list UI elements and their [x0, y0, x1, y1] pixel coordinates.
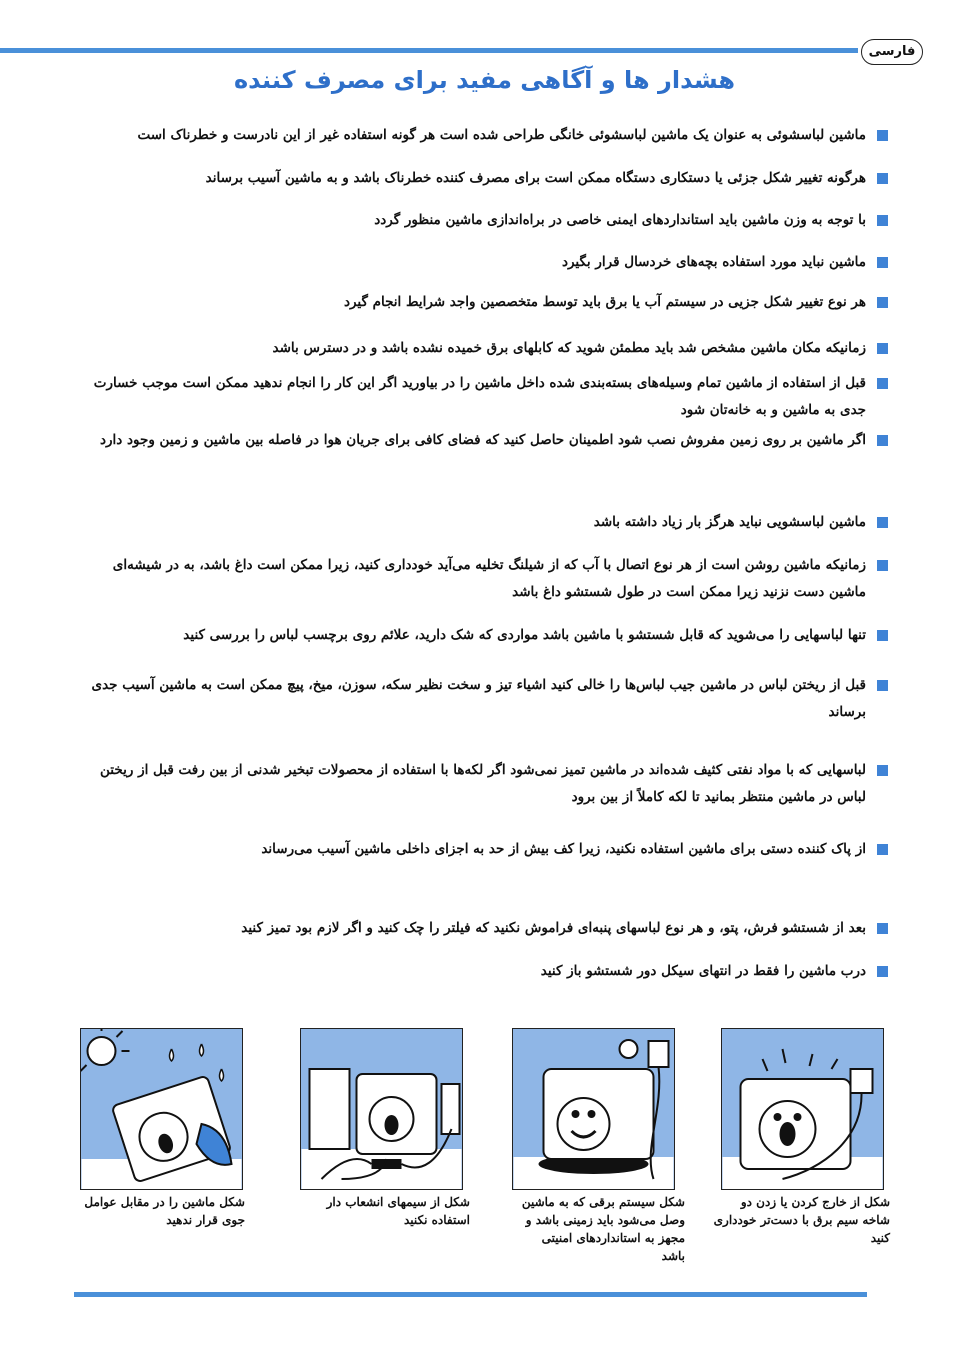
square-bullet-icon: [877, 630, 888, 641]
list-item: قبل از ریختن لباس در ماشین جیب لباس‌ها را خالی کنید اشیاء تیز و سخت نظیر سکه، سوزن، میخ، پیچ ممکن است به ماشین آسیب جدی برساند: [80, 672, 888, 726]
square-bullet-icon: [877, 130, 888, 141]
washing-machine-plug-icon: [722, 1029, 883, 1189]
list-item: زمانیکه ماشین روشن است از هر نوع اتصال با آب که از شیلنگ تخلیه می‌آید خودداری کنید، زیرا ممکن است داغ باشد، به در شیشه‌ای ماشین دست نزنید زیرا ممکن است در طول شستشو داغ باشد: [80, 552, 888, 606]
illustration-wet-hands-plug: [721, 1028, 884, 1190]
caption-weather: شکل ماشین را در مقابل عوامل جوی قرار ندهید: [84, 1195, 245, 1227]
sun-rain-machine-icon: [81, 1029, 242, 1189]
square-bullet-icon: [877, 215, 888, 226]
list-item: هرگونه تغییر شکل جزئی یا دستکاری دستگاه ممکن است برای مصرف کننده خطرناک باشد و به ماشین آسیب برساند: [80, 165, 888, 192]
list-item: بعد از شستشو فرش، پتو، و هر نوع لباسهای پنبه‌ای فراموش نکنید که فیلتر را چک کنید و اگر لازم بود تمیز کنید: [80, 915, 888, 942]
list-item: تنها لباسهایی را می‌شوید که قابل شستشو با ماشین باشد مواردی که شک دارید، علائم روی برچسب لباس را بررسی کنید: [80, 622, 888, 649]
square-bullet-icon: [877, 343, 888, 354]
caption-wet-hands: شکل از خارج کردن یا زدن دو شاخه سیم برق با دست‌تر خودداری کنید: [713, 1195, 890, 1245]
square-bullet-icon: [877, 435, 888, 446]
square-bullet-icon: [877, 844, 888, 855]
square-bullet-icon: [877, 923, 888, 934]
list-item: لباسهایی که با مواد نفتی کثیف شده‌اند در ماشین تمیز نمی‌شود اگر لکه‌ها با استفاده از محصولات تبخیر شدنی از بین رفت قبل از ریختن لباس در ماشین منتظر بمانید تا لکه کاملاً از بین برود: [80, 757, 888, 811]
square-bullet-icon: [877, 966, 888, 977]
illustration-multi-plug: [300, 1028, 463, 1190]
list-item: زمانیکه مکان ماشین مشخص شد باید مطمئن شوید که کابلهای برق خمیده نشده باشد و در دسترس باشد: [80, 335, 888, 362]
square-bullet-icon: [877, 680, 888, 691]
caption-grounded: شکل سیستم برقی که به ماشین وصل می‌شود باید زمینی باشد و مجهز به استانداردهای امنیتی باشد: [521, 1195, 685, 1263]
square-bullet-icon: [877, 378, 888, 389]
grounded-socket-icon: [513, 1029, 674, 1189]
list-item: اگر ماشین بر روی زمین مفروش نصب شود اطمینان حاصل کنید که فضای کافی برای جریان هوا در فاصله بین ماشین و زمین وجود دارد: [80, 427, 888, 454]
list-item: درب ماشین را فقط در انتهای سیکل دور شستشو باز کنید: [80, 958, 888, 985]
square-bullet-icon: [877, 297, 888, 308]
square-bullet-icon: [877, 173, 888, 184]
bottom-rule: [74, 1292, 867, 1297]
square-bullet-icon: [877, 517, 888, 528]
square-bullet-icon: [877, 765, 888, 776]
multi-plug-adapter-icon: [301, 1029, 462, 1189]
list-item: ماشین نباید مورد استفاده بچه‌های خردسال قرار بگیرد: [80, 249, 888, 276]
list-item: هر نوع تغییر شکل جزیی در سیستم آب یا برق باید توسط متخصصین واجد شرایط انجام گیرد: [80, 289, 888, 316]
square-bullet-icon: [877, 560, 888, 571]
square-bullet-icon: [877, 257, 888, 268]
page-title: هشدار ها و آگاهی مفید برای مصرف کننده: [234, 66, 735, 94]
top-rule: [0, 48, 858, 53]
list-item: قبل از استفاده از ماشین تمام وسیله‌های بسته‌بندی شده داخل ماشین را در بیاورید اگر این کار را انجام ندهید ممکن است موجب خسارت جدی به ماشین و به خانه‌تان شود: [80, 370, 888, 424]
list-item: با توجه به وزن ماشین باید استانداردهای ایمنی خاصی در براه‌اندازی ماشین منظور گردد: [80, 207, 888, 234]
list-item: ماشین لباسشوئی به عنوان یک ماشین لباسشوئی خانگی طراحی شده است هر گونه استفاده غیر از این نادرست و خطرناک است: [80, 122, 888, 149]
list-item: ماشین لباسشویی نباید هرگز بار زیاد داشته باشد: [80, 509, 888, 536]
illustration-weather: [80, 1028, 243, 1190]
list-item: از پاک کننده دستی برای ماشین استفاده نکنید، زیرا کف بیش از حد به اجزای داخلی ماشین آسیب می‌رساند: [80, 836, 888, 863]
illustration-grounded-socket: [512, 1028, 675, 1190]
language-badge: فارسی: [861, 39, 923, 65]
caption-multi-plug: شکل از سیمهای انشعاب دار استفاده نکنید: [326, 1195, 470, 1227]
